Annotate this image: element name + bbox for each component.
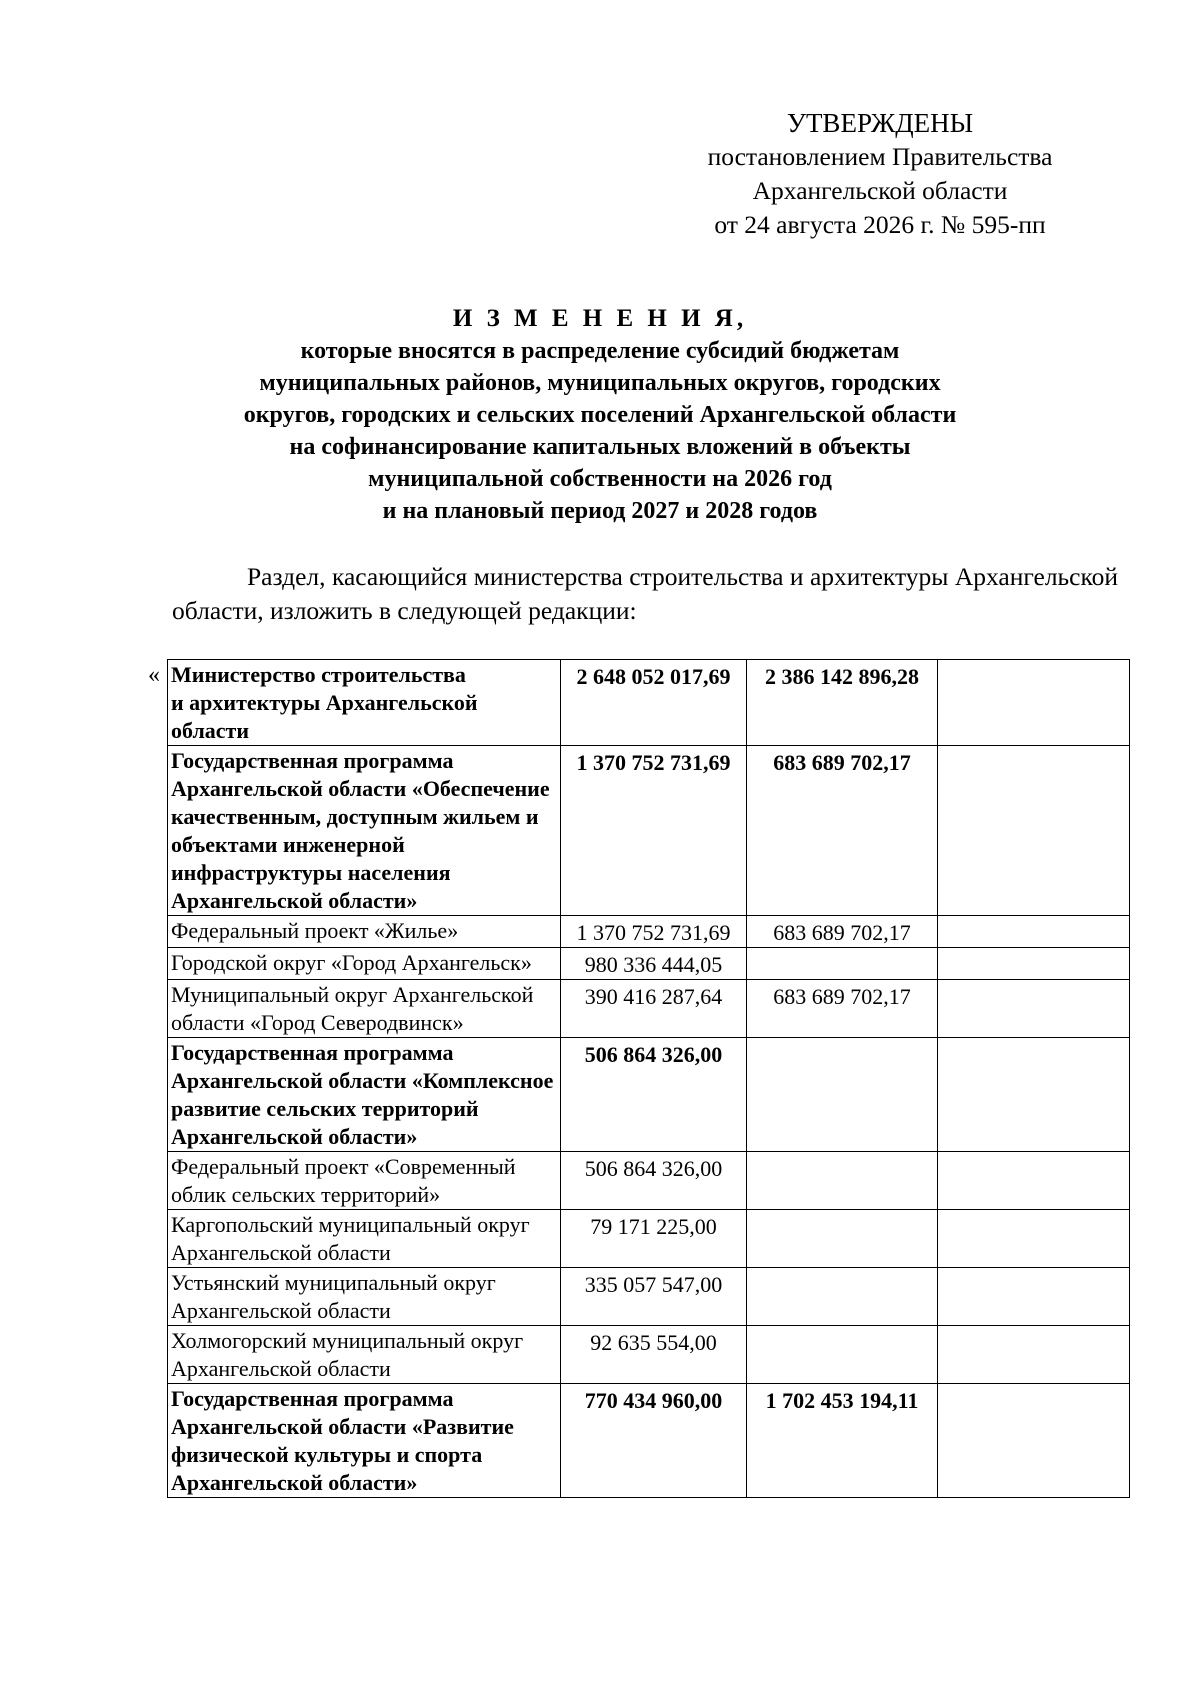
table-row — [168, 746, 1130, 916]
row-name-cell: Министерство строительства и архитектуры Архангельской области — [168, 660, 561, 746]
value-2027-cell: 683 689 702,17 — [747, 916, 938, 948]
title-caps: И З М Е Н Е Н И Я, — [452, 305, 748, 332]
value-2026-cell: 1 370 752 731,69 — [561, 746, 747, 916]
value-2028-cell — [938, 746, 1130, 916]
value-2026-cell: 980 336 444,05 — [561, 948, 747, 980]
approval-stamp — [660, 106, 1100, 242]
document-title — [170, 303, 1030, 527]
value-2027-cell — [747, 1210, 938, 1268]
row-name-cell: Устьянский муниципальный округ Архангельской области — [168, 1268, 561, 1326]
value-2026-cell: 79 171 225,00 — [561, 1210, 747, 1268]
table-row — [168, 1210, 1130, 1268]
subsidy-table-body — [168, 660, 1130, 1498]
value-2028-cell — [938, 1384, 1130, 1498]
row-name-cell: Холмогорский муниципальный округ Архангельской области — [168, 1326, 561, 1384]
value-2027-cell: 683 689 702,17 — [747, 746, 938, 916]
value-2027-cell — [747, 1268, 938, 1326]
value-2026-cell: 92 635 554,00 — [561, 1326, 747, 1384]
row-name-cell: Федеральный проект «Современный облик сельских территорий» — [168, 1152, 561, 1210]
value-2028-cell — [938, 980, 1130, 1038]
title-line: муниципальных районов, муниципальных округов, городских — [259, 370, 941, 396]
value-2027-cell: 683 689 702,17 — [747, 980, 938, 1038]
table-row — [168, 980, 1130, 1038]
table-row — [168, 1038, 1130, 1152]
value-2028-cell — [938, 1038, 1130, 1152]
value-2028-cell — [938, 1152, 1130, 1210]
approval-line-3: от 24 августа 2026 г. № 595-пп — [714, 210, 1046, 239]
value-2027-cell — [747, 1326, 938, 1384]
subsidy-table — [167, 659, 1130, 1498]
intro-paragraph: Раздел, касающийся министерства строительства и архитектуры Архангельской области, изложить в следующей редакции: — [172, 562, 1118, 625]
value-2026-cell: 506 864 326,00 — [561, 1152, 747, 1210]
value-2028-cell — [938, 948, 1130, 980]
value-2028-cell — [938, 1210, 1130, 1268]
opening-quote-mark: « — [148, 662, 160, 688]
table-row — [168, 660, 1130, 746]
value-2027-cell: 2 386 142 896,28 — [747, 660, 938, 746]
value-2027-cell — [747, 1038, 938, 1152]
table-row — [168, 1152, 1130, 1210]
value-2028-cell — [938, 1326, 1130, 1384]
value-2026-cell: 770 434 960,00 — [561, 1384, 747, 1498]
title-line: округов, городских и сельских поселений Архангельской области — [243, 402, 957, 428]
approval-line-1: постановлением Правительства — [707, 142, 1053, 171]
row-name-cell: Федеральный проект «Жилье» — [168, 916, 561, 948]
value-2027-cell: 1 702 453 194,11 — [747, 1384, 938, 1498]
value-2028-cell — [938, 916, 1130, 948]
value-2027-cell — [747, 948, 938, 980]
table-row — [168, 948, 1130, 980]
value-2026-cell: 2 648 052 017,69 — [561, 660, 747, 746]
title-line: муниципальной собственности на 2026 год — [368, 466, 832, 492]
row-name-cell: Муниципальный округ Архангельской области «Город Северодвинск» — [168, 980, 561, 1038]
table-row — [168, 916, 1130, 948]
value-2026-cell: 390 416 287,64 — [561, 980, 747, 1038]
value-2026-cell: 1 370 752 731,69 — [561, 916, 747, 948]
title-line: и на плановый период 2027 и 2028 годов — [382, 498, 818, 524]
value-2027-cell — [747, 1152, 938, 1210]
value-2028-cell — [938, 660, 1130, 746]
table-row — [168, 1268, 1130, 1326]
value-2026-cell: 506 864 326,00 — [561, 1038, 747, 1152]
approval-line-2: Архангельской области — [752, 176, 1008, 205]
row-name-cell: Государственная программа Архангельской области «Развитие физической культуры и спорта Архангельской области» — [168, 1384, 561, 1498]
table-row — [168, 1326, 1130, 1384]
row-name-cell: Государственная программа Архангельской области «Обеспечение качественным, доступным жильем и объектами инженерной инфраструктуры населения Архангельской области» — [168, 746, 561, 916]
title-line: на софинансирование капитальных вложений в объекты — [289, 434, 911, 460]
row-name-cell: Каргопольский муниципальный округ Архангельской области — [168, 1210, 561, 1268]
approval-heading: УТВЕРЖДЕНЫ — [786, 108, 974, 138]
row-name-cell: Городской округ «Город Архангельск» — [168, 948, 561, 980]
value-2028-cell — [938, 1268, 1130, 1326]
value-2026-cell: 335 057 547,00 — [561, 1268, 747, 1326]
row-name-cell: Государственная программа Архангельской области «Комплексное развитие сельских территорий Архангельской области» — [168, 1038, 561, 1152]
title-line: которые вносятся в распределение субсидий бюджетам — [300, 338, 900, 364]
table-row — [168, 1384, 1130, 1498]
